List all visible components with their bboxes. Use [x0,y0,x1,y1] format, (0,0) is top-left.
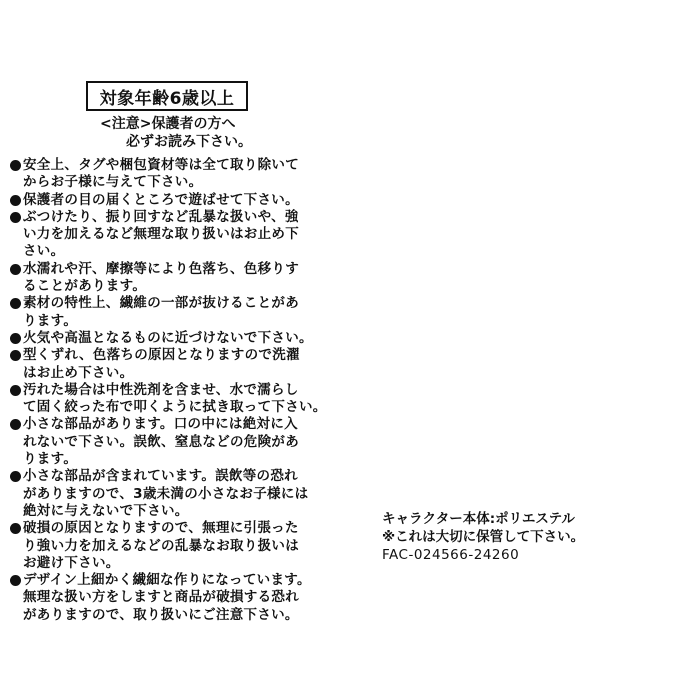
caution-item-text: 型くずれ、色落ちの原因となりますので洗濯 はお止め下さい。 [23,347,300,381]
caution-item-text: 破損の原因となりますので、無理に引張った り強い力を加えるなどの乱暴なお取り扱いは お避け下さい。 [23,520,299,571]
product-code: FAC-024566-24260 [382,547,520,563]
bullet-icon [10,385,21,396]
caution-item-text: デザイン上細かく繊細な作りになっています。 無理な扱い方をしますと商品が破損する恐れ がありますので、取り扱いにご注意下さい。 [23,572,311,623]
caution-item [10,572,360,624]
bullet-icon [10,333,21,344]
caution-item [10,261,360,296]
caution-item [10,330,360,347]
caution-item-text: 素材の特性上、繊維の一部が抜けることがあ ります。 [23,295,299,329]
bullet-icon [10,575,21,586]
bullet-icon [10,195,21,206]
caution-list [10,157,360,624]
caution-item-text: 保護者の目の届くところで遊ばせて下さい。 [23,191,299,208]
caution-notice [100,115,252,151]
caution-item [10,192,360,209]
caution-item-text: ぶつけたり、振り回すなど乱暴な扱いや、強 い力を加えるなど無理な取り扱いはお止め下 さい。 [23,208,299,260]
bullet-icon [10,160,21,171]
bullet-icon [10,264,21,275]
caution-item [10,382,360,417]
caution-item [10,347,360,382]
age-label-box [86,81,248,111]
caution-item-text: 汚れた場合は中性洗剤を含ませ、水で濡らし て固く絞った布で叩くように拭き取って下さい。 [23,381,327,416]
product-info [382,510,584,564]
material-text: キャラクター本体:ポリエステル [382,511,575,527]
caution-item-text: 小さな部品があります。口の中には絶対に入 れないで下さい。誤飲、窒息などの危険があ ります。 [23,416,299,468]
bullet-icon [10,419,21,430]
caution-item [10,157,360,192]
age-label: 対象年齢6歳以上 [99,88,235,109]
caution-item [10,295,360,330]
bullet-icon [10,212,21,223]
keep-note-text: ※これは大切に保管して下さい。 [382,529,585,545]
bullet-icon [10,350,21,361]
caution-item [10,416,360,468]
bullet-icon [10,471,21,482]
bullet-icon [10,523,21,534]
caution-title: <注意>保護者の方へ [100,116,236,132]
caution-item [10,520,360,572]
caution-item-text: 小さな部品が含まれています。誤飲等の恐れ がありますので、3歳未満の小さなお子様には 絶対に与えないで下さい。 [23,468,309,519]
caution-item [10,209,360,261]
caution-item-text: 安全上、タグや梱包資材等は全て取り除いて からお子様に与えて下さい。 [23,157,299,191]
bullet-icon [10,298,21,309]
caution-item-text: 水濡れや汗、摩擦等により色落ち、色移りす ることがあります。 [23,260,299,295]
caution-item-text: 火気や高温となるものに近づけないで下さい。 [23,329,313,346]
caution-subtitle: 必ずお読み下さい。 [126,134,252,150]
caution-item [10,468,360,520]
